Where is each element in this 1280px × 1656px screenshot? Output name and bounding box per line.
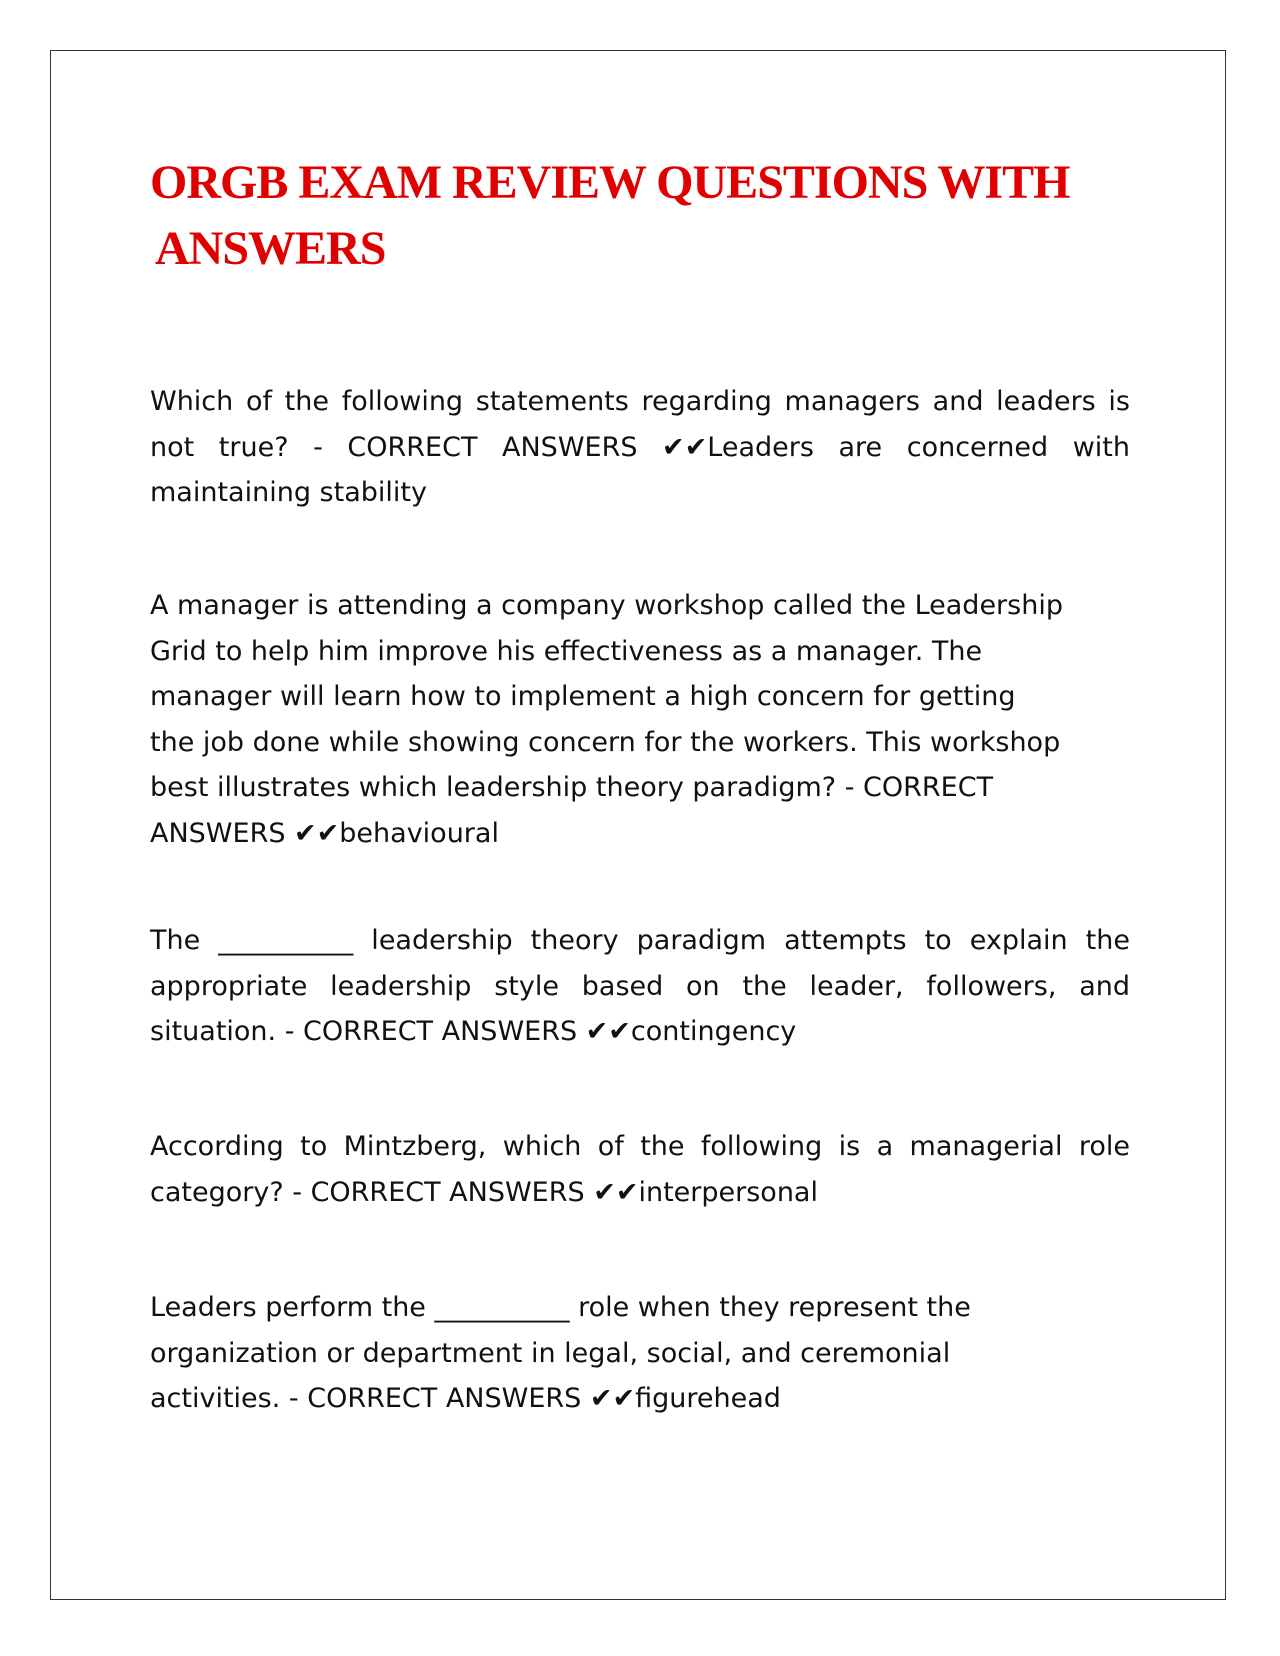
qa-item-5: Leaders perform the __________ role when they represent the organization or department in legal, social, and ceremonial activities. - CORRECT ANSWERS ✔✔figurehead xyxy=(150,1292,971,1415)
qa-item-4: According to Mintzberg, which of the following is a managerial role category? - CORRECT ANSWERS ✔✔interpersonal xyxy=(150,1131,1130,1208)
document-title xyxy=(150,150,1150,282)
qa-item-3: The __________ leadership theory paradigm attempts to explain the appropriate leadership style based on the leader, followers, and situation. - CORRECT ANSWERS ✔✔contingency xyxy=(150,925,1130,1048)
title-line-1: ORGB EXAM REVIEW QUESTIONS WITH xyxy=(150,156,1070,209)
title-line-2: ANSWERS xyxy=(155,222,386,275)
qa-item-2: A manager is attending a company workshop called the Leadership Grid to help him improve his effectiveness as a manager. The manager will learn how to implement a high concern for getting the job done while showing concern for the workers. This workshop best illustrates which leadership theory paradigm? - CORRECT ANSWERS ✔✔behavioural xyxy=(150,590,1063,849)
qa-item-1: Which of the following statements regarding managers and leaders is not true? - CORRECT ANSWERS ✔✔Leaders are concerned with maintaining stability xyxy=(150,386,1130,509)
